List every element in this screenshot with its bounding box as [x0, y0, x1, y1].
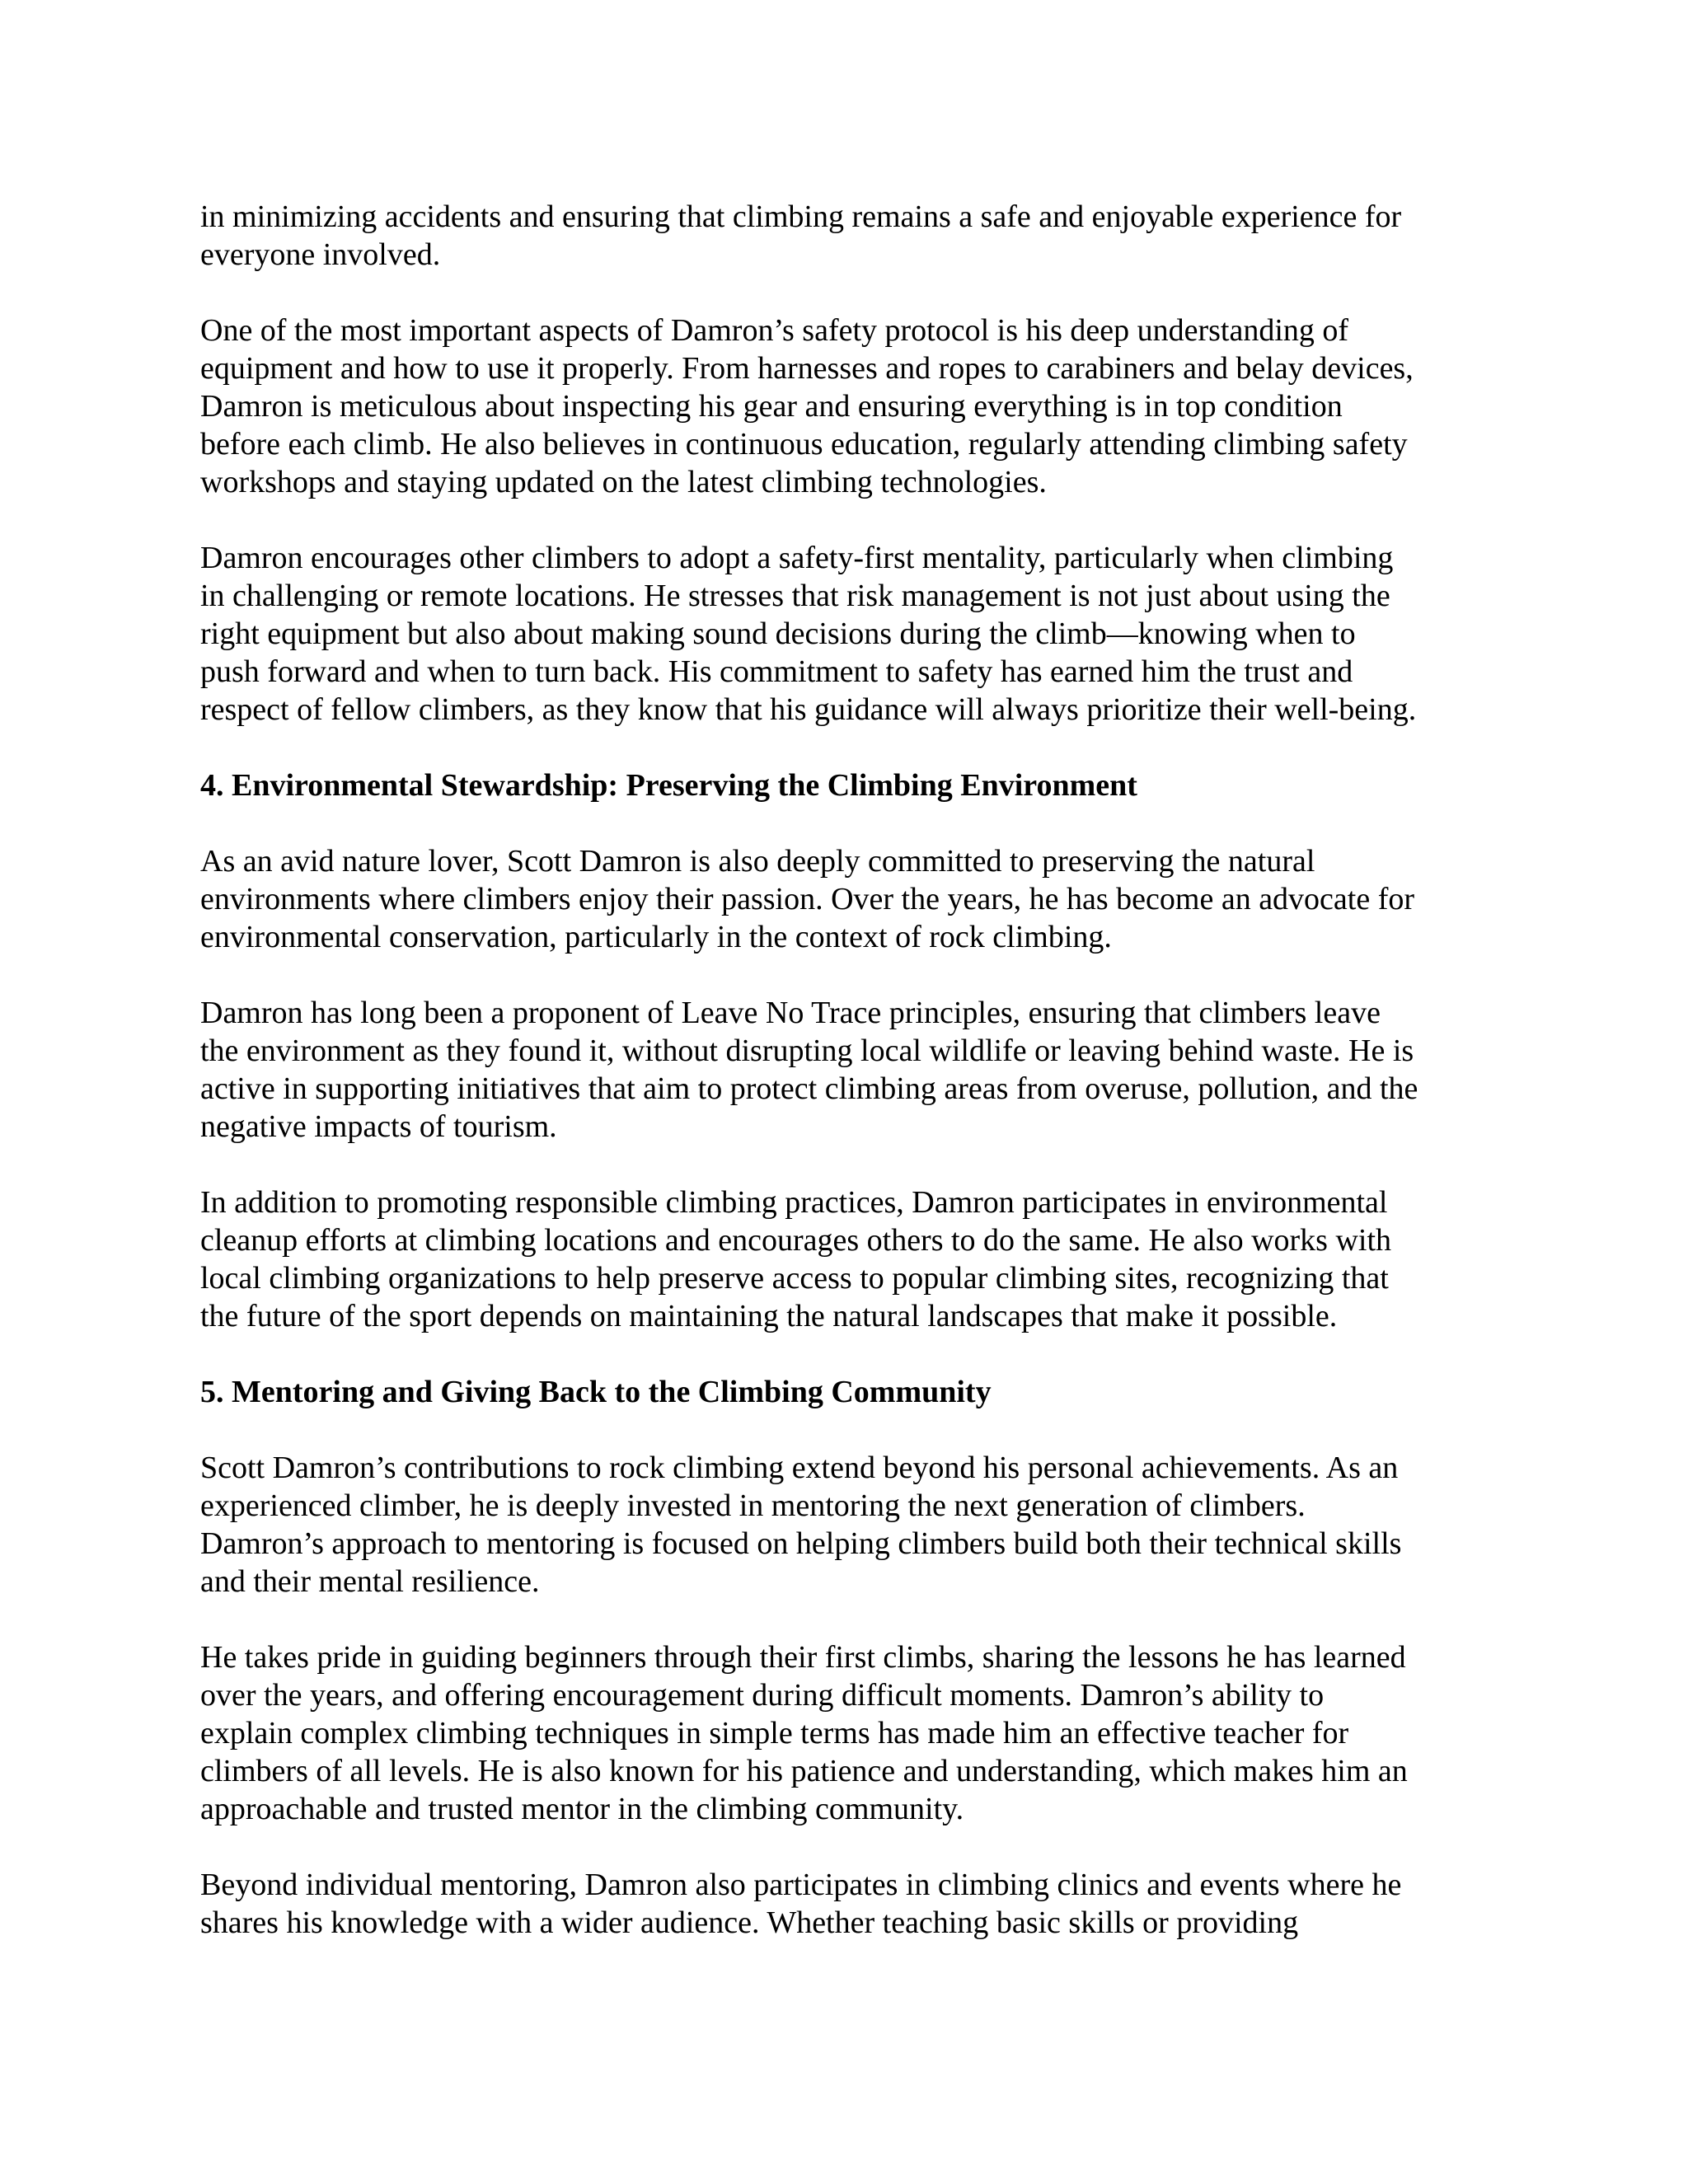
text-line: Scott Damron’s contributions to rock climbing extend beyond his personal achievements. As an: [200, 1451, 1399, 1485]
paragraph: [200, 1449, 1511, 1601]
text-line: respect of fellow climbers, as they know that his guidance will always prioritize their well-being.: [200, 692, 1417, 727]
document-body: [200, 198, 1511, 1942]
text-line: Beyond individual mentoring, Damron also participates in climbing clinics and events where he: [200, 1868, 1402, 1902]
text-line: One of the most important aspects of Damron’s safety protocol is his deep understanding of: [200, 313, 1349, 348]
text-line: explain complex climbing techniques in simple terms has made him an effective teacher for: [200, 1716, 1349, 1750]
text-line: Damron has long been a proponent of Leave No Trace principles, ensuring that climbers leave: [200, 996, 1381, 1030]
section-heading: 5. Mentoring and Giving Back to the Climbing Community: [200, 1375, 992, 1409]
text-line: environments where climbers enjoy their passion. Over the years, he has become an advocate for: [200, 882, 1415, 916]
text-line: experienced climber, he is deeply invested in mentoring the next generation of climbers.: [200, 1488, 1306, 1523]
text-line: equipment and how to use it properly. From harnesses and ropes to carabiners and belay devices,: [200, 351, 1414, 386]
paragraph: [200, 198, 1511, 274]
text-line: Damron’s approach to mentoring is focused on helping climbers build both their technical skills: [200, 1526, 1402, 1561]
paragraph: [200, 312, 1511, 501]
text-line: right equipment but also about making sound decisions during the climb—knowing when to: [200, 616, 1356, 651]
text-line: and their mental resilience.: [200, 1564, 540, 1599]
paragraph: [200, 1183, 1511, 1335]
text-line: in challenging or remote locations. He stresses that risk management is not just about using the: [200, 579, 1390, 613]
text-line: in minimizing accidents and ensuring that climbing remains a safe and enjoyable experience for: [200, 199, 1402, 234]
paragraph: [200, 842, 1511, 956]
paragraph: [200, 994, 1511, 1146]
text-line: Damron is meticulous about inspecting his gear and ensuring everything is in top condition: [200, 389, 1343, 424]
text-line: active in supporting initiatives that aim to protect climbing areas from overuse, pollution, and the: [200, 1071, 1418, 1106]
text-line: negative impacts of tourism.: [200, 1109, 557, 1144]
text-line: climbers of all levels. He is also known for his patience and understanding, which makes him an: [200, 1754, 1408, 1788]
text-line: cleanup efforts at climbing locations and encourages others to do the same. He also works with: [200, 1223, 1392, 1258]
text-line: local climbing organizations to help preserve access to popular climbing sites, recognizing that: [200, 1261, 1389, 1296]
paragraph: [200, 539, 1511, 729]
text-line: In addition to promoting responsible climbing practices, Damron participates in environmental: [200, 1185, 1388, 1220]
text-line: Damron encourages other climbers to adopt a safety-first mentality, particularly when climbing: [200, 541, 1394, 575]
text-line: As an avid nature lover, Scott Damron is also deeply committed to preserving the natural: [200, 844, 1315, 879]
paragraph: [200, 1866, 1511, 1942]
section-heading: 4. Environmental Stewardship: Preserving the Climbing Environment: [200, 768, 1137, 803]
text-line: workshops and staying updated on the latest climbing technologies.: [200, 465, 1047, 499]
text-line: the environment as they found it, without disrupting local wildlife or leaving behind waste. He is: [200, 1033, 1414, 1068]
text-line: shares his knowledge with a wider audience. Whether teaching basic skills or providing: [200, 1905, 1299, 1940]
text-line: push forward and when to turn back. His commitment to safety has earned him the trust and: [200, 654, 1353, 689]
text-line: He takes pride in guiding beginners through their first climbs, sharing the lessons he has learned: [200, 1640, 1406, 1675]
text-line: environmental conservation, particularly in the context of rock climbing.: [200, 920, 1112, 954]
text-line: over the years, and offering encouragement during difficult moments. Damron’s ability to: [200, 1678, 1325, 1713]
text-line: before each climb. He also believes in continuous education, regularly attending climbing safety: [200, 427, 1408, 462]
text-line: the future of the sport depends on maintaining the natural landscapes that make it possible.: [200, 1299, 1338, 1333]
text-line: everyone involved.: [200, 237, 441, 272]
text-line: approachable and trusted mentor in the climbing community.: [200, 1792, 964, 1826]
paragraph: [200, 1638, 1511, 1828]
